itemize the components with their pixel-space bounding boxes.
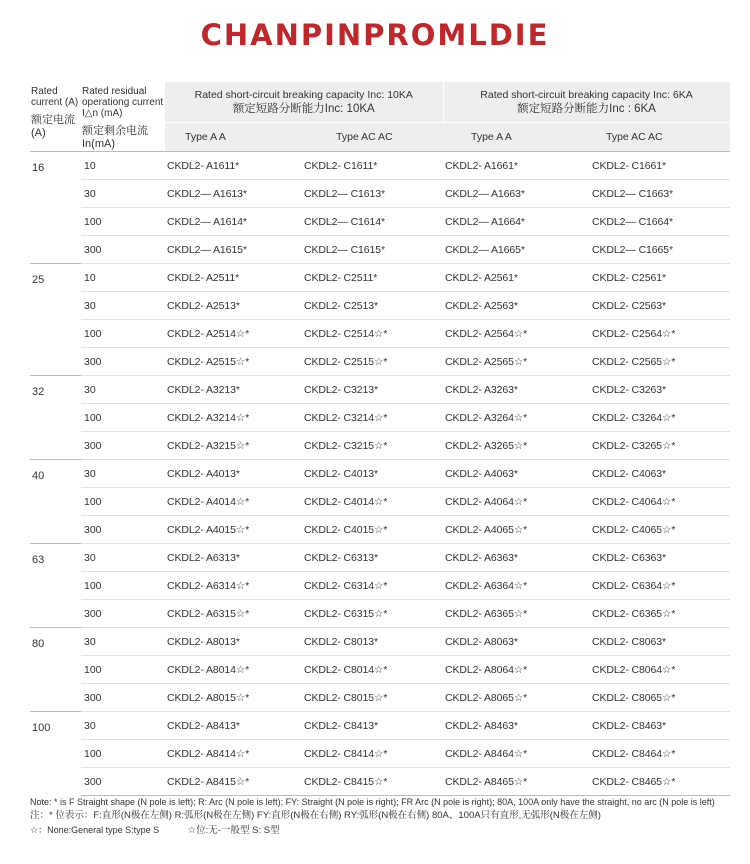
rated-current-cell: 63 bbox=[30, 544, 81, 628]
model-cell: CKDL2- A4013* bbox=[165, 460, 300, 488]
model-cell: CKDL2— C1663* bbox=[588, 180, 730, 208]
model-cell: CKDL2- A4014☆* bbox=[165, 488, 300, 516]
model-cell: CKDL2- A8065☆* bbox=[443, 684, 588, 712]
note-chinese: 注：* 位表示：F:直形(N极在左侧) R:弧形(N极在左侧) FY:直形(N极在右侧) RY:弧形(N极在右侧) 80A、100A只有直形,无弧形(N极在左侧) bbox=[30, 810, 601, 821]
residual-current-cell: 100 bbox=[81, 404, 165, 432]
rated-residual-header-en: Rated residual operationg current I△n (mA) bbox=[82, 86, 164, 119]
residual-current-cell: 10 bbox=[81, 152, 165, 180]
rated-current-cell: 80 bbox=[30, 628, 81, 712]
type-ac-header-10ka: Type AC AC bbox=[300, 123, 443, 152]
legend-chinese: ☆位:无-一般型 S: S型 bbox=[187, 825, 280, 836]
model-cell: CKDL2- A4063* bbox=[443, 460, 588, 488]
model-cell: CKDL2- A2515☆* bbox=[165, 348, 300, 376]
model-cell: CKDL2- C6365☆* bbox=[588, 600, 730, 628]
model-cell: CKDL2- C8063* bbox=[588, 628, 730, 656]
breaking-capacity-10ka-header bbox=[165, 82, 443, 123]
model-cell: CKDL2- C3264☆* bbox=[588, 404, 730, 432]
model-cell: CKDL2- C6315☆* bbox=[300, 600, 443, 628]
model-cell: CKDL2- A6313* bbox=[165, 544, 300, 572]
product-spec-table bbox=[30, 82, 731, 796]
group-10ka-cn: 额定短路分断能力Inc: 10KA bbox=[232, 103, 375, 116]
table-row bbox=[30, 404, 730, 432]
model-cell: CKDL2- A6315☆* bbox=[165, 600, 300, 628]
residual-current-cell: 30 bbox=[81, 376, 165, 404]
group-10ka-en: Rated short-circuit breaking capacity Inc: 10KA bbox=[194, 89, 413, 102]
table-row bbox=[30, 544, 730, 572]
residual-current-cell: 100 bbox=[81, 656, 165, 684]
residual-current-cell: 30 bbox=[81, 292, 165, 320]
residual-current-cell: 300 bbox=[81, 684, 165, 712]
model-cell: CKDL2- C8064☆* bbox=[588, 656, 730, 684]
model-cell: CKDL2- A6363* bbox=[443, 544, 588, 572]
model-cell: CKDL2- A2514☆* bbox=[165, 320, 300, 348]
note-english: Note: * is F Straight shape (N pole is left); R: Arc (N pole is left); FY: Straight (N pole is right); FR Arc (N pole is right); 80A, 100A only have the straight, no arc (N pole is left) bbox=[30, 797, 715, 807]
table-row bbox=[30, 264, 730, 292]
rated-residual-header bbox=[81, 82, 165, 152]
residual-current-cell: 100 bbox=[81, 740, 165, 768]
table-row bbox=[30, 460, 730, 488]
table-row bbox=[30, 320, 730, 348]
model-cell: CKDL2— C1664* bbox=[588, 208, 730, 236]
model-cell: CKDL2- C1661* bbox=[588, 152, 730, 180]
residual-current-cell: 30 bbox=[81, 712, 165, 740]
model-cell: CKDL2- C8413* bbox=[300, 712, 443, 740]
residual-current-cell: 30 bbox=[81, 628, 165, 656]
rated-current-cell: 16 bbox=[30, 152, 81, 264]
model-cell: CKDL2- A2563* bbox=[443, 292, 588, 320]
table-row bbox=[30, 180, 730, 208]
residual-current-cell: 300 bbox=[81, 600, 165, 628]
residual-current-cell: 100 bbox=[81, 488, 165, 516]
group-6ka-en: Rated short-circuit breaking capacity Inc: 6KA bbox=[480, 89, 693, 102]
table-row bbox=[30, 292, 730, 320]
type-ac-header-6ka: Type AC AC bbox=[588, 123, 730, 152]
table-row bbox=[30, 740, 730, 768]
model-cell: CKDL2- A8013* bbox=[165, 628, 300, 656]
table-row bbox=[30, 684, 730, 712]
residual-current-cell: 300 bbox=[81, 348, 165, 376]
legend-english: ☆：None:General type S:type S bbox=[30, 825, 160, 835]
rated-current-header bbox=[30, 82, 81, 152]
table-row bbox=[30, 348, 730, 376]
rated-current-cell: 25 bbox=[30, 264, 81, 376]
model-cell: CKDL2- A4065☆* bbox=[443, 516, 588, 544]
model-cell: CKDL2- A4064☆* bbox=[443, 488, 588, 516]
model-cell: CKDL2- C3214☆* bbox=[300, 404, 443, 432]
model-cell: CKDL2- C6313* bbox=[300, 544, 443, 572]
table-row bbox=[30, 432, 730, 460]
rated-current-header-en: Rated current (A) bbox=[31, 86, 79, 108]
residual-current-cell: 30 bbox=[81, 460, 165, 488]
model-cell: CKDL2- A3215☆* bbox=[165, 432, 300, 460]
model-cell: CKDL2- A4015☆* bbox=[165, 516, 300, 544]
model-cell: CKDL2- A2561* bbox=[443, 264, 588, 292]
table-row bbox=[30, 488, 730, 516]
residual-current-cell: 100 bbox=[81, 572, 165, 600]
model-cell: CKDL2- C8414☆* bbox=[300, 740, 443, 768]
model-cell: CKDL2- A1661* bbox=[443, 152, 588, 180]
model-cell: CKDL2- C8015☆* bbox=[300, 684, 443, 712]
model-cell: CKDL2- C3215☆* bbox=[300, 432, 443, 460]
model-cell: CKDL2- A8064☆* bbox=[443, 656, 588, 684]
table-row bbox=[30, 768, 730, 796]
model-cell: CKDL2- A8014☆* bbox=[165, 656, 300, 684]
table-row bbox=[30, 208, 730, 236]
model-cell: CKDL2- C3265☆* bbox=[588, 432, 730, 460]
residual-current-cell: 10 bbox=[81, 264, 165, 292]
model-cell: CKDL2- C2515☆* bbox=[300, 348, 443, 376]
model-cell: CKDL2— C1613* bbox=[300, 180, 443, 208]
model-cell: CKDL2— C1615* bbox=[300, 236, 443, 264]
model-cell: CKDL2- C3263* bbox=[588, 376, 730, 404]
table-row bbox=[30, 152, 730, 180]
group-6ka-cn: 额定短路分断能力Inc : 6KA bbox=[517, 103, 656, 116]
rated-residual-header-cn: 额定剩余电流In(mA) bbox=[82, 125, 148, 150]
model-cell: CKDL2- C2563* bbox=[588, 292, 730, 320]
residual-current-cell: 100 bbox=[81, 320, 165, 348]
model-cell: CKDL2- C4063* bbox=[588, 460, 730, 488]
model-cell: CKDL2— A1615* bbox=[165, 236, 300, 264]
table-row bbox=[30, 516, 730, 544]
residual-current-cell: 300 bbox=[81, 768, 165, 796]
model-cell: CKDL2- A3264☆* bbox=[443, 404, 588, 432]
model-cell: CKDL2— A1665* bbox=[443, 236, 588, 264]
model-cell: CKDL2- A8465☆* bbox=[443, 768, 588, 796]
residual-current-cell: 300 bbox=[81, 516, 165, 544]
model-cell: CKDL2- C8415☆* bbox=[300, 768, 443, 796]
model-cell: CKDL2- A8415☆* bbox=[165, 768, 300, 796]
model-cell: CKDL2- C8464☆* bbox=[588, 740, 730, 768]
model-cell: CKDL2— A1614* bbox=[165, 208, 300, 236]
model-cell: CKDL2- A2565☆* bbox=[443, 348, 588, 376]
model-cell: CKDL2- C8465☆* bbox=[588, 768, 730, 796]
table-row bbox=[30, 712, 730, 740]
residual-current-cell: 300 bbox=[81, 236, 165, 264]
model-cell: CKDL2- A8464☆* bbox=[443, 740, 588, 768]
table-row bbox=[30, 656, 730, 684]
rated-current-cell: 100 bbox=[30, 712, 81, 796]
model-cell: CKDL2- C8014☆* bbox=[300, 656, 443, 684]
model-cell: CKDL2- C4065☆* bbox=[588, 516, 730, 544]
model-cell: CKDL2- C2564☆* bbox=[588, 320, 730, 348]
model-cell: CKDL2- A2513* bbox=[165, 292, 300, 320]
model-cell: CKDL2— A1664* bbox=[443, 208, 588, 236]
rated-current-cell: 40 bbox=[30, 460, 81, 544]
model-cell: CKDL2- C2565☆* bbox=[588, 348, 730, 376]
model-cell: CKDL2- C6363* bbox=[588, 544, 730, 572]
model-cell: CKDL2- A3265☆* bbox=[443, 432, 588, 460]
table-row bbox=[30, 572, 730, 600]
model-cell: CKDL2— A1613* bbox=[165, 180, 300, 208]
model-cell: CKDL2- C4064☆* bbox=[588, 488, 730, 516]
notes-section bbox=[30, 795, 740, 838]
model-cell: CKDL2- A2511* bbox=[165, 264, 300, 292]
model-cell: CKDL2- C8463* bbox=[588, 712, 730, 740]
model-cell: CKDL2- A8414☆* bbox=[165, 740, 300, 768]
model-cell: CKDL2- A3214☆* bbox=[165, 404, 300, 432]
model-cell: CKDL2- C3213* bbox=[300, 376, 443, 404]
model-cell: CKDL2— C1665* bbox=[588, 236, 730, 264]
model-cell: CKDL2- C6314☆* bbox=[300, 572, 443, 600]
table-row bbox=[30, 600, 730, 628]
model-cell: CKDL2- C1611* bbox=[300, 152, 443, 180]
residual-current-cell: 30 bbox=[81, 180, 165, 208]
model-cell: CKDL2— A1663* bbox=[443, 180, 588, 208]
model-cell: CKDL2- A6364☆* bbox=[443, 572, 588, 600]
rated-current-cell: 32 bbox=[30, 376, 81, 460]
page-title: CHANPINPROMLDIE bbox=[200, 18, 550, 52]
type-a-header-6ka: Type A A bbox=[443, 123, 588, 152]
model-cell: CKDL2- C2514☆* bbox=[300, 320, 443, 348]
model-cell: CKDL2- A3263* bbox=[443, 376, 588, 404]
model-cell: CKDL2- C8013* bbox=[300, 628, 443, 656]
model-cell: CKDL2- A1611* bbox=[165, 152, 300, 180]
model-cell: CKDL2- C4013* bbox=[300, 460, 443, 488]
model-cell: CKDL2- A8413* bbox=[165, 712, 300, 740]
model-cell: CKDL2- A8063* bbox=[443, 628, 588, 656]
residual-current-cell: 100 bbox=[81, 208, 165, 236]
model-cell: CKDL2- C8065☆* bbox=[588, 684, 730, 712]
model-cell: CKDL2- A8463* bbox=[443, 712, 588, 740]
model-cell: CKDL2— C1614* bbox=[300, 208, 443, 236]
model-cell: CKDL2- A8015☆* bbox=[165, 684, 300, 712]
model-cell: CKDL2- C4015☆* bbox=[300, 516, 443, 544]
model-cell: CKDL2- C2511* bbox=[300, 264, 443, 292]
rated-current-header-cn: 额定电流(A) bbox=[31, 114, 75, 139]
breaking-capacity-6ka-header bbox=[443, 82, 730, 123]
residual-current-cell: 300 bbox=[81, 432, 165, 460]
model-cell: CKDL2- C6364☆* bbox=[588, 572, 730, 600]
model-cell: CKDL2- A2564☆* bbox=[443, 320, 588, 348]
model-cell: CKDL2- A6314☆* bbox=[165, 572, 300, 600]
type-a-header-10ka: Type A A bbox=[165, 123, 300, 152]
model-cell: CKDL2- A3213* bbox=[165, 376, 300, 404]
table-row bbox=[30, 628, 730, 656]
table-row bbox=[30, 236, 730, 264]
model-cell: CKDL2- A6365☆* bbox=[443, 600, 588, 628]
model-cell: CKDL2- C2513* bbox=[300, 292, 443, 320]
table-row bbox=[30, 376, 730, 404]
model-cell: CKDL2- C4014☆* bbox=[300, 488, 443, 516]
model-cell: CKDL2- C2561* bbox=[588, 264, 730, 292]
residual-current-cell: 30 bbox=[81, 544, 165, 572]
